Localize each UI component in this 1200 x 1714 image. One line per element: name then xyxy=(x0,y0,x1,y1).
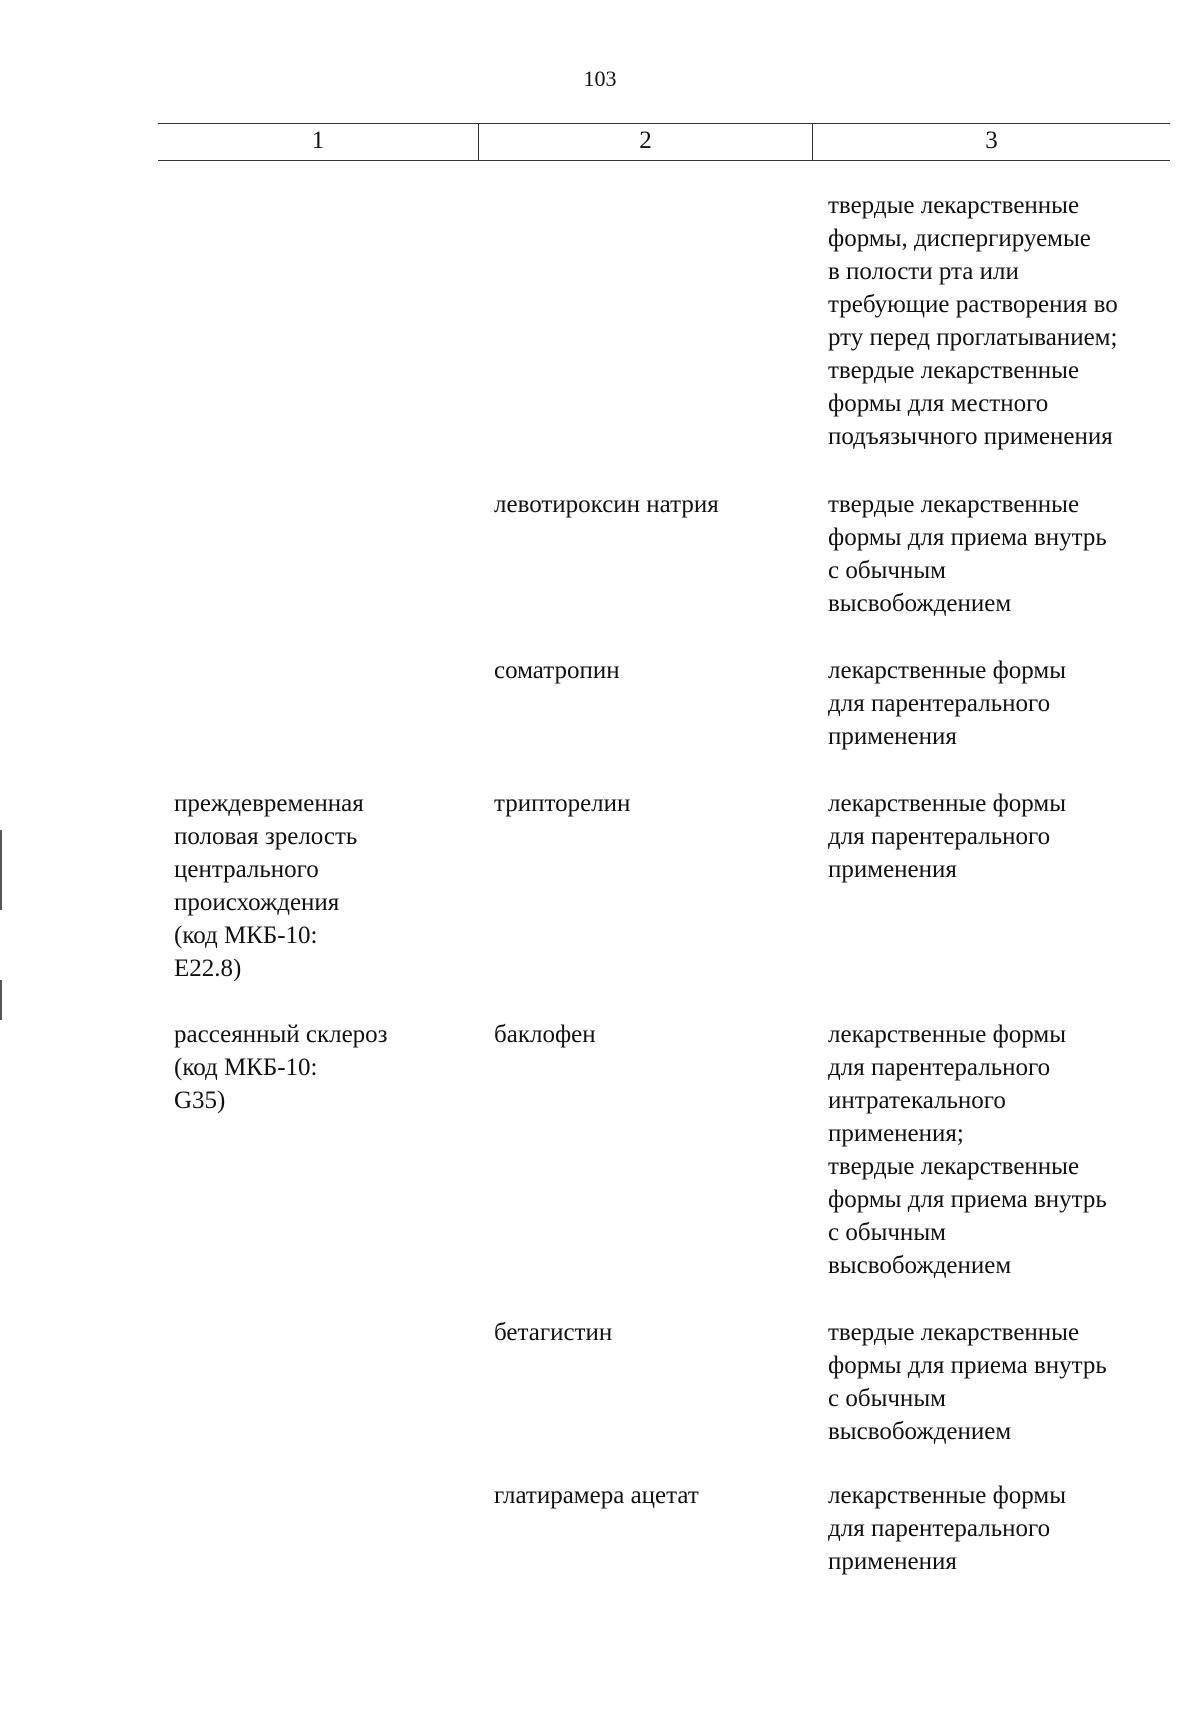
column-header-1: 1 xyxy=(311,127,325,154)
dosage-forms-cell: лекарственные формы для парентерального применения xyxy=(828,1482,1067,1575)
drug-name-cell: баклофен xyxy=(494,1021,596,1048)
scan-edge-mark xyxy=(0,830,2,910)
page-number: 103 xyxy=(583,66,617,91)
column-header-2: 2 xyxy=(478,124,812,160)
dosage-forms-cell: лекарственные формы для парентерального применения xyxy=(828,657,1067,750)
dosage-forms-cell: твердые лекарственные формы, диспергируемые в полости рта или требующие растворения во рту перед проглатыванием; твердые лекарственные формы для местного подъязычного применения xyxy=(828,192,1118,450)
dosage-forms-cell: твердые лекарственные формы для приема внутрь с обычным высвобождением xyxy=(828,491,1107,617)
condition-cell: преждевременная половая зрелость центрального происхождения (код МКБ-10: Е22.8) xyxy=(174,790,364,982)
drug-name-cell: соматропин xyxy=(494,657,620,684)
dosage-forms-cell: лекарственные формы для парентерального интратекального применения; твердые лекарственные формы для приема внутрь с обычным высвобождением xyxy=(828,1021,1107,1279)
dosage-forms-cell: лекарственные формы для парентерального применения xyxy=(828,790,1067,883)
column-header-3: 3 xyxy=(812,124,1170,160)
drug-name-cell: левотироксин натрия xyxy=(494,491,719,518)
drug-name-cell: трипторелин xyxy=(494,790,631,817)
dosage-forms-cell: твердые лекарственные формы для приема внутрь с обычным высвобождением xyxy=(828,1319,1107,1445)
drug-name-cell: бетагистин xyxy=(494,1319,613,1346)
scan-edge-mark xyxy=(0,980,2,1020)
drug-name-cell: глатирамера ацетат xyxy=(494,1482,699,1509)
table-header xyxy=(158,123,1170,161)
condition-cell: рассеянный склероз (код МКБ-10: G35) xyxy=(174,1021,388,1114)
